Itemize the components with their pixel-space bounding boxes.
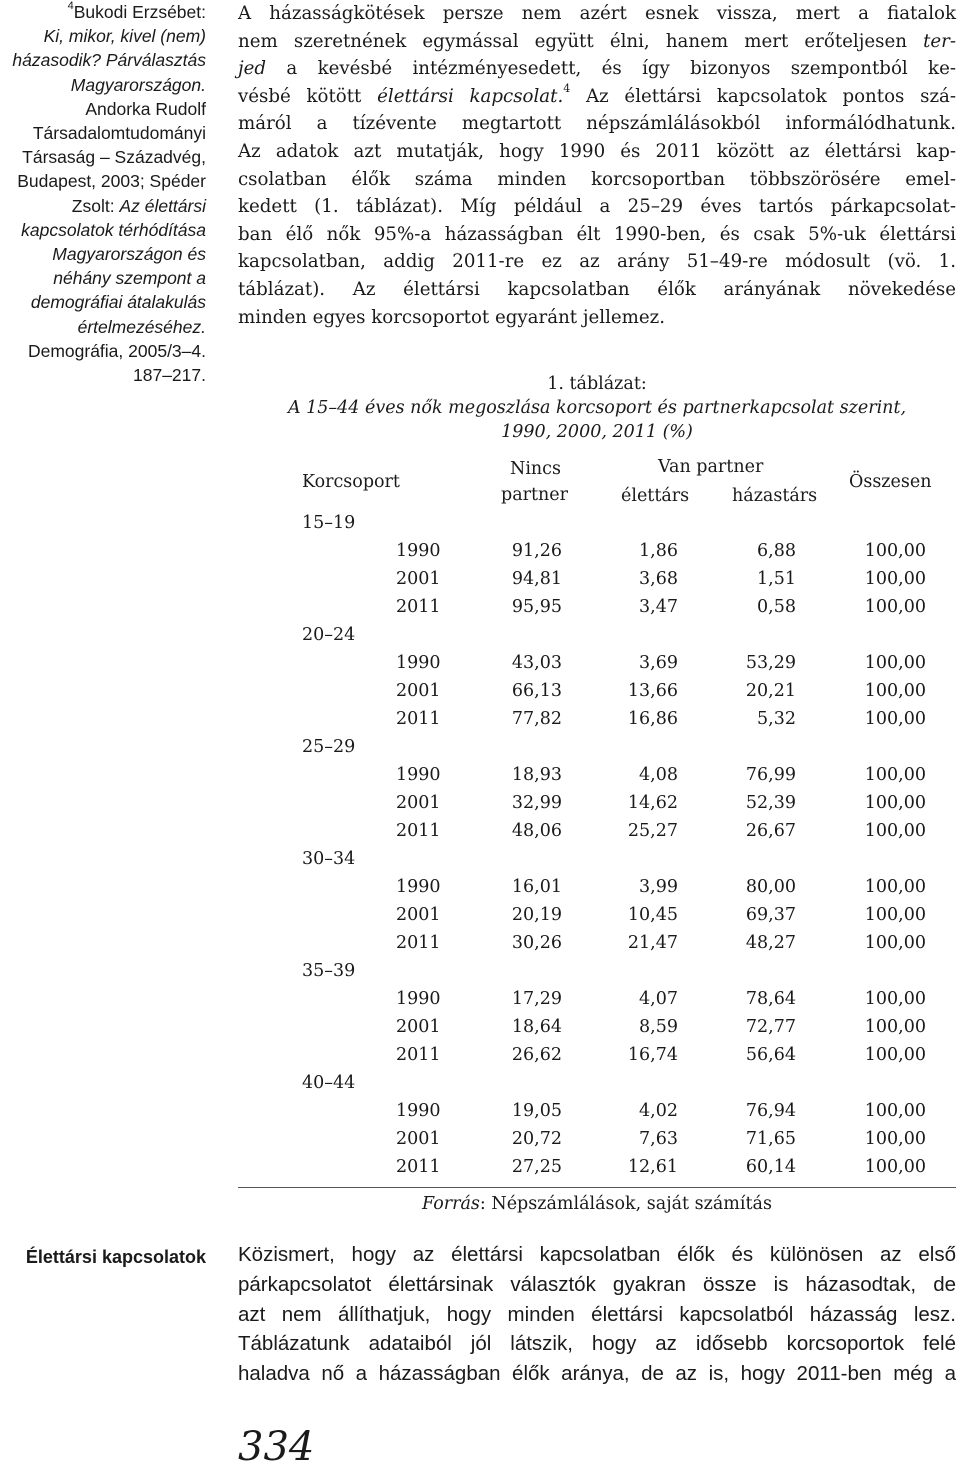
table-row xyxy=(238,791,956,819)
footnote-text-span: 187–217. xyxy=(133,365,206,386)
footnote-line xyxy=(0,339,206,363)
footnote-italic-span: Magyarországon. xyxy=(70,74,206,95)
text-span: A házasságkötések persze nem azért esnek vissza, mert a fiatalok xyxy=(238,3,956,24)
cell-total: 100,00 xyxy=(864,989,926,1009)
cell-cohabiting: 3,47 xyxy=(639,597,678,617)
cell-no-partner: 77,82 xyxy=(511,709,562,729)
footnote-line xyxy=(0,0,206,24)
cell-no-partner: 32,99 xyxy=(511,793,562,813)
table-source xyxy=(238,1194,956,1214)
table-row xyxy=(238,1043,956,1071)
cell-cohabiting: 16,74 xyxy=(627,1045,678,1065)
footnote-line xyxy=(0,266,206,290)
header-no-partner-line-2: partner xyxy=(501,485,569,505)
table-header xyxy=(238,455,956,511)
cell-married: 76,99 xyxy=(745,765,796,785)
text-span: táblázat). Az élettársi kapcsolatban élők arányának növekedése xyxy=(238,278,956,300)
cell-total: 100,00 xyxy=(864,1129,926,1149)
side-heading: Élettársi kapcsolatok xyxy=(25,1247,206,1267)
cell-married: 52,39 xyxy=(745,793,796,813)
table-source-label: Forrás xyxy=(422,1194,480,1214)
text-span: kedett (1. táblázat). Míg például a 25–29 éves tartós párkapcsolat- xyxy=(238,196,956,218)
cell-total: 100,00 xyxy=(864,597,926,617)
table-source-text: : Népszámlálások, saját számítás xyxy=(479,1194,772,1214)
cell-cohabiting: 14,62 xyxy=(627,793,678,813)
table-row xyxy=(238,679,956,707)
cell-no-partner: 43,03 xyxy=(511,653,562,673)
paragraph-line xyxy=(238,28,956,56)
table-row xyxy=(238,567,956,595)
cell-married: 20,21 xyxy=(745,681,796,701)
cell-total: 100,00 xyxy=(864,877,926,897)
table-row xyxy=(238,903,956,931)
paragraph-line xyxy=(238,166,956,194)
footnote-text-span: Zsolt: xyxy=(71,195,120,216)
cell-total: 100,00 xyxy=(864,1101,926,1121)
age-group-label: 35–39 xyxy=(302,961,356,981)
cell-year: 2001 xyxy=(396,1129,441,1149)
text-span: kapcsolatban, addig 2011-re ez az arány 51–49-re módosult (vö. 1. xyxy=(238,251,956,273)
cell-no-partner: 18,64 xyxy=(511,1017,562,1037)
cell-year: 2011 xyxy=(396,933,441,953)
data-table xyxy=(238,455,956,1214)
footnote-text-span: Budapest, 2003; Spéder xyxy=(17,171,206,192)
footnote-italic-span: néhány szempont a xyxy=(53,268,206,289)
footnote-italic-span: értelmezéséhez. xyxy=(77,316,206,337)
cell-married: 1,51 xyxy=(757,569,796,589)
age-group-row xyxy=(238,1071,956,1099)
cell-cohabiting: 25,27 xyxy=(627,821,678,841)
cell-no-partner: 48,06 xyxy=(511,821,562,841)
table-body xyxy=(238,511,956,1183)
table-caption xyxy=(238,372,956,444)
table-row xyxy=(238,1099,956,1127)
header-age-group: Korcsoport xyxy=(302,472,400,492)
table-row xyxy=(238,987,956,1015)
cell-year: 1990 xyxy=(396,1101,441,1121)
text-span: máról a tízévente megtartott népszámlálásokból informálódhatunk. xyxy=(238,113,956,135)
cell-married: 0,58 xyxy=(757,597,796,617)
table-bottom-rule xyxy=(238,1187,956,1188)
footnote-marker: 4 xyxy=(67,0,74,12)
cell-year: 2011 xyxy=(396,1157,441,1177)
age-group-row xyxy=(238,735,956,763)
footnote-text-span: Bukodi Erzsébet: xyxy=(73,2,206,22)
cell-total: 100,00 xyxy=(864,905,926,925)
paragraph-line xyxy=(238,83,956,111)
cell-married: 6,88 xyxy=(757,541,796,561)
cell-total: 100,00 xyxy=(864,765,926,785)
header-married: házastárs xyxy=(732,486,818,506)
paragraph-line xyxy=(238,55,956,83)
header-cohabiting: élettárs xyxy=(621,486,690,506)
cell-cohabiting: 8,59 xyxy=(639,1017,678,1037)
table-row xyxy=(238,875,956,903)
footnote-italic-span: kapcsolatok térhódítása xyxy=(21,219,206,240)
cell-married: 78,64 xyxy=(745,989,796,1009)
cell-cohabiting: 10,45 xyxy=(627,905,678,925)
footnote-line xyxy=(0,218,206,242)
italic-span: ter- xyxy=(923,30,956,52)
cell-total: 100,00 xyxy=(864,821,926,841)
cell-year: 1990 xyxy=(396,541,441,561)
header-no-partner-line-1: Nincs xyxy=(510,459,561,479)
paragraph-line: haladva nő a házasságban élők aránya, de az is, hogy 2011-ben még a xyxy=(238,1362,956,1386)
text-span: Az adatok azt mutatják, hogy 1990 és 2011 között az élettársi kap- xyxy=(238,140,956,162)
age-group-row xyxy=(238,847,956,875)
cell-year: 1990 xyxy=(396,653,441,673)
footnote-line xyxy=(0,73,206,97)
footnote-italic-span: Ki, mikor, kivel (nem) xyxy=(43,26,206,47)
age-group-label: 40–44 xyxy=(302,1073,356,1093)
cell-no-partner: 27,25 xyxy=(511,1157,562,1177)
text-span: Az élettársi kapcsolatok pontos szá- xyxy=(570,85,957,107)
cell-year: 2001 xyxy=(396,1017,441,1037)
cell-married: 5,32 xyxy=(757,709,796,729)
cell-no-partner: 95,95 xyxy=(511,597,562,617)
footnote-reference: 4 xyxy=(563,81,571,95)
cell-cohabiting: 7,63 xyxy=(639,1129,678,1149)
cell-no-partner: 19,05 xyxy=(511,1101,562,1121)
cell-year: 2011 xyxy=(396,597,441,617)
table-row xyxy=(238,931,956,959)
footnote-line xyxy=(0,169,206,193)
footnote-italic-span: Magyarországon és xyxy=(52,244,206,265)
body-paragraph xyxy=(238,1240,956,1389)
paragraph-line xyxy=(238,276,956,304)
footnote-italic-span: Az élettársi xyxy=(119,195,206,216)
table-caption-label: 1. táblázat: xyxy=(547,374,647,394)
header-total: Összesen xyxy=(849,472,932,492)
cell-cohabiting: 4,08 xyxy=(639,765,678,785)
cell-married: 69,37 xyxy=(745,905,796,925)
table-row xyxy=(238,763,956,791)
paragraph-line xyxy=(238,304,956,332)
text-span: minden egyes korcsoportot egyaránt jellemez. xyxy=(238,306,666,328)
cell-no-partner: 17,29 xyxy=(511,989,562,1009)
cell-year: 1990 xyxy=(396,765,441,785)
cell-no-partner: 66,13 xyxy=(511,681,562,701)
table-row xyxy=(238,539,956,567)
paragraph-line: Közismert, hogy az élettársi kapcsolatban élők és különösen az első xyxy=(238,1243,956,1266)
table-row xyxy=(238,1015,956,1043)
cell-year: 2001 xyxy=(396,905,441,925)
age-group-label: 15–19 xyxy=(302,513,356,533)
cell-no-partner: 26,62 xyxy=(511,1045,562,1065)
footnote-line xyxy=(0,121,206,145)
intro-paragraph xyxy=(238,0,956,331)
table-caption-title-line-2: 1990, 2000, 2011 (%) xyxy=(501,422,693,442)
cell-cohabiting: 4,02 xyxy=(639,1101,678,1121)
cell-total: 100,00 xyxy=(864,1157,926,1177)
cell-year: 2001 xyxy=(396,569,441,589)
footnote-line xyxy=(0,97,206,121)
cell-year: 2001 xyxy=(396,793,441,813)
cell-total: 100,00 xyxy=(864,681,926,701)
cell-total: 100,00 xyxy=(864,1045,926,1065)
age-group-label: 30–34 xyxy=(302,849,356,869)
table-row xyxy=(238,1127,956,1155)
cell-cohabiting: 13,66 xyxy=(627,681,678,701)
table-caption-title-line-1: A 15–44 éves nők megoszlása korcsoport és partnerkapcsolat szerint, xyxy=(287,398,907,418)
cell-cohabiting: 12,61 xyxy=(627,1157,678,1177)
cell-no-partner: 16,01 xyxy=(511,877,562,897)
cell-no-partner: 94,81 xyxy=(511,569,562,589)
cell-cohabiting: 3,69 xyxy=(639,653,678,673)
footnote-line xyxy=(0,363,206,387)
cell-married: 60,14 xyxy=(745,1157,796,1177)
text-span: a kevésbé intézményesedett, és így bizonyos szempontból ke- xyxy=(266,58,956,80)
italic-span: jed xyxy=(238,58,267,80)
text-span: ban élő nők 95%-a házasságban élt 1990-ben, és csak 5%-uk élettársi xyxy=(238,223,956,245)
cell-no-partner: 18,93 xyxy=(511,765,562,785)
footnote-line xyxy=(0,48,206,72)
cell-total: 100,00 xyxy=(864,793,926,813)
cell-total: 100,00 xyxy=(864,653,926,673)
cell-married: 56,64 xyxy=(745,1045,796,1065)
paragraph-line xyxy=(238,0,956,28)
text-span: nem szeretnének egymással együtt élni, hanem mert erőteljesen xyxy=(238,30,924,52)
cell-year: 1990 xyxy=(396,989,441,1009)
age-group-label: 25–29 xyxy=(302,737,356,757)
cell-cohabiting: 21,47 xyxy=(627,933,678,953)
cell-married: 71,65 xyxy=(745,1129,796,1149)
cell-total: 100,00 xyxy=(864,541,926,561)
paragraph-line xyxy=(238,110,956,138)
paragraph-line: azt nem állíthatjuk, hogy minden élettársi kapcsolatból házasság lesz. xyxy=(238,1302,956,1326)
age-group-row xyxy=(238,511,956,539)
footnote-line xyxy=(0,290,206,314)
paragraph-line: párkapcsolatot élettársinak választók gyakran össze is házasodtak, de xyxy=(238,1272,956,1296)
cell-year: 2011 xyxy=(396,821,441,841)
footnote xyxy=(0,0,206,387)
cell-year: 2001 xyxy=(396,681,441,701)
italic-span: élettársi kapcsolat. xyxy=(377,85,564,107)
footnote-line xyxy=(0,194,206,218)
cell-total: 100,00 xyxy=(864,1017,926,1037)
table-row xyxy=(238,707,956,735)
cell-married: 80,00 xyxy=(745,877,796,897)
footnote-text-span: Társaság – Századvég, xyxy=(22,147,206,168)
cell-no-partner: 30,26 xyxy=(511,933,562,953)
cell-married: 72,77 xyxy=(745,1017,796,1037)
paragraph-line: Táblázatunk adataiból jól látszik, hogy az idősebb korcsoportok felé xyxy=(238,1332,956,1356)
cell-no-partner: 91,26 xyxy=(511,541,562,561)
cell-total: 100,00 xyxy=(864,933,926,953)
cell-cohabiting: 1,86 xyxy=(639,541,678,561)
header-has-partner: Van partner xyxy=(658,457,764,477)
paragraph-line xyxy=(238,248,956,276)
text-span: vésbé kötött xyxy=(238,85,378,107)
page-number: 334 xyxy=(238,1424,315,1470)
cell-year: 2011 xyxy=(396,709,441,729)
age-group-row xyxy=(238,623,956,651)
table-row xyxy=(238,595,956,623)
cell-married: 26,67 xyxy=(745,821,796,841)
footnote-line xyxy=(0,145,206,169)
age-group-label: 20–24 xyxy=(302,625,356,645)
cell-no-partner: 20,19 xyxy=(511,905,562,925)
cell-total: 100,00 xyxy=(864,569,926,589)
cell-cohabiting: 3,68 xyxy=(639,569,678,589)
cell-married: 48,27 xyxy=(745,933,796,953)
age-group-row xyxy=(238,959,956,987)
cell-no-partner: 20,72 xyxy=(511,1129,562,1149)
cell-year: 2011 xyxy=(396,1045,441,1065)
table-row xyxy=(238,651,956,679)
paragraph-line xyxy=(238,221,956,249)
text-span: csolatban élők száma minden korcsoportban többszörösére emel- xyxy=(238,168,956,190)
cell-cohabiting: 16,86 xyxy=(627,709,678,729)
footnote-text-span: Társadalomtudományi xyxy=(32,123,206,144)
cell-cohabiting: 3,99 xyxy=(639,877,678,897)
table-row xyxy=(238,819,956,847)
cell-year: 1990 xyxy=(396,877,441,897)
paragraph-line xyxy=(238,138,956,166)
footnote-text-span: Andorka Rudolf xyxy=(85,98,206,119)
footnote-italic-span: demográfiai átalakulás xyxy=(30,292,206,313)
paragraph-line xyxy=(238,193,956,221)
table-row xyxy=(238,1155,956,1183)
cell-cohabiting: 4,07 xyxy=(639,989,678,1009)
footnote-line xyxy=(0,242,206,266)
cell-total: 100,00 xyxy=(864,709,926,729)
footnote-text xyxy=(0,0,206,387)
cell-married: 76,94 xyxy=(745,1101,796,1121)
footnote-line xyxy=(0,24,206,48)
footnote-line xyxy=(0,315,206,339)
footnote-italic-span: házasodik? Párválasztás xyxy=(12,50,206,71)
footnote-text-span: Demográfia, 2005/3–4. xyxy=(27,340,206,361)
cell-married: 53,29 xyxy=(745,653,796,673)
